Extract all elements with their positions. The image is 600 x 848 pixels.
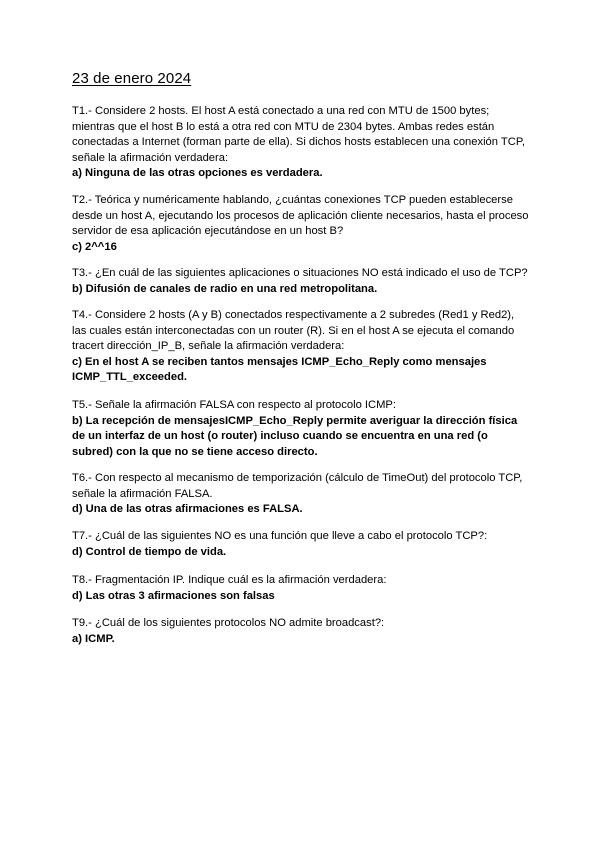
question-answer: c) En el host A se reciben tantos mensajes ICMP_Echo_Reply como mensajes ICMP_TTL_exceeded. — [72, 355, 487, 384]
question-answer: b) Difusión de canales de radio en una red metropolitana. — [72, 282, 378, 295]
question-t6 — [72, 471, 542, 518]
question-t1 — [72, 104, 542, 182]
question-text: T3.- ¿En cuál de las siguientes aplicaciones o situaciones NO está indicado el uso de TCP? — [72, 267, 528, 279]
question-text: T5.- Señale la afirmación FALSA con respecto al protocolo ICMP: — [72, 399, 396, 411]
question-answer: d) Las otras 3 afirmaciones son falsas — [72, 589, 275, 602]
question-answer: d) Una de las otras afirmaciones es FALSA. — [72, 503, 303, 516]
document-title: 23 de enero 2024 — [72, 70, 192, 87]
question-text: T2.- Teórica y numéricamente hablando, ¿cuántas conexiones TCP pueden establecerse desde un host A, ejecutando los procesos de aplicación cliente necesarios, hasta el proceso servidor de esa aplicación ejecutándose en un host B? — [72, 194, 529, 238]
question-answer: b) La recepción de mensajesICMP_Echo_Reply permite averiguar la dirección física de un interfaz de un host (o router) incluso cuando se encuentra en una red (o subred) con la que no se tiene acceso directo. — [72, 414, 518, 458]
question-answer: d) Control de tiempo de vida. — [72, 545, 227, 558]
question-answer: c) 2^^16 — [72, 240, 117, 253]
question-text: T8.- Fragmentación IP. Indique cuál es la afirmación verdadera: — [72, 574, 387, 586]
question-text: T4.- Considere 2 hosts (A y B) conectados respectivamente a 2 subredes (Red1 y Red2), las cuales están interconectadas con un router (R). Si en el host A se ejecuta el comando tracert dirección_IP_B, señale la afirmación verdadera: — [72, 309, 515, 353]
question-t9 — [72, 616, 542, 647]
question-t5 — [72, 398, 542, 460]
question-text: T6.- Con respecto al mecanismo de temporización (cálculo de TimeOut) del protocolo TCP, señale la afirmación FALSA. — [72, 472, 523, 500]
question-answer: a) Ninguna de las otras opciones es verdadera. — [72, 167, 323, 180]
question-t8 — [72, 573, 542, 604]
question-text: T9.- ¿Cuál de los siguientes protocolos NO admite broadcast?: — [72, 617, 385, 629]
question-t3 — [72, 266, 542, 297]
question-answer: a) ICMP. — [72, 632, 115, 645]
question-text: T7.- ¿Cuál de las siguientes NO es una función que lleve a cabo el protocolo TCP?: — [72, 530, 488, 542]
question-t2 — [72, 193, 542, 255]
question-text: T1.- Considere 2 hosts. El host A está conectado a una red con MTU de 1500 bytes; mientras que el host B lo está a otra red con MTU de 2304 bytes. Ambas redes están conectadas a Internet (forman parte de ella). Si dichos hosts establecen una conexión TCP, señale la afirmación verdadera: — [72, 105, 525, 164]
question-t4 — [72, 308, 542, 386]
question-t7 — [72, 529, 542, 560]
